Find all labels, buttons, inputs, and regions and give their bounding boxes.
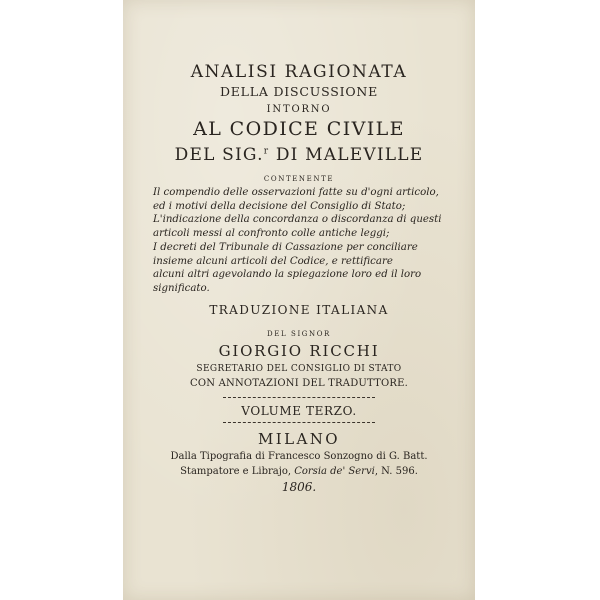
translation-heading: TRADUZIONE ITALIANA (209, 303, 389, 317)
contents-line: significato. (153, 282, 210, 294)
imprint-address-number: , N. 596. (374, 466, 418, 477)
contents-line: ed i motivi della decisione del Consiglio di Stato; (153, 200, 406, 212)
title-line-5-pre: DEL SIG. (174, 145, 264, 165)
imprint-address-street: Corsia de' Servi (294, 466, 375, 477)
title-line-5 (123, 145, 475, 165)
contents-text (153, 186, 449, 296)
imprint-year: 1806. (281, 480, 317, 494)
volume-label: VOLUME TERZO. (241, 404, 357, 418)
contents-line: Il compendio delle osservazioni fatte su d'ogni articolo, (153, 187, 439, 198)
contents-heading: CONTENENTE (263, 175, 335, 183)
title-line-5-sup: r (263, 146, 270, 157)
imprint-city: MILANO (258, 430, 340, 448)
contents-line: alcuni altri agevolando la spiegazione loro ed il loro (153, 269, 422, 281)
divider-top (223, 397, 375, 398)
imprint-address-pre: Stampatore e Librajo, (180, 466, 295, 477)
title-line-4: AL CODICE CIVILE (193, 118, 405, 140)
imprint-printer: Dalla Tipografia di Francesco Sonzogno di G. Batt. (170, 451, 428, 462)
divider-bottom (223, 422, 375, 423)
title-page (123, 0, 475, 600)
title-line-2: DELLA DISCUSSIONE (219, 84, 379, 99)
title-line-3: INTORNO (266, 104, 332, 115)
contents-line: I decreti del Tribunale di Cassazione per conciliare (153, 241, 418, 253)
imprint-address (123, 466, 475, 477)
title-line-5-post: DI MALEVILLE (269, 145, 424, 165)
title-line-1: ANALISI RAGIONATA (190, 62, 408, 82)
contents-line: articoli messi al confronto colle antiche leggi; (153, 228, 390, 240)
translator-name: GIORGIO RICCHI (218, 342, 380, 360)
contents-line: L'indicazione della concordanza o discordanza di questi (153, 214, 442, 226)
translation-by: DEL SIGNOR (267, 330, 331, 338)
translator-notes: CON ANNOTAZIONI DEL TRADUTTORE. (190, 378, 408, 389)
contents-line: insieme alcuni articoli del Codice, e rettificare (153, 255, 393, 267)
translator-role: SEGRETARIO DEL CONSIGLIO DI STATO (196, 364, 402, 374)
